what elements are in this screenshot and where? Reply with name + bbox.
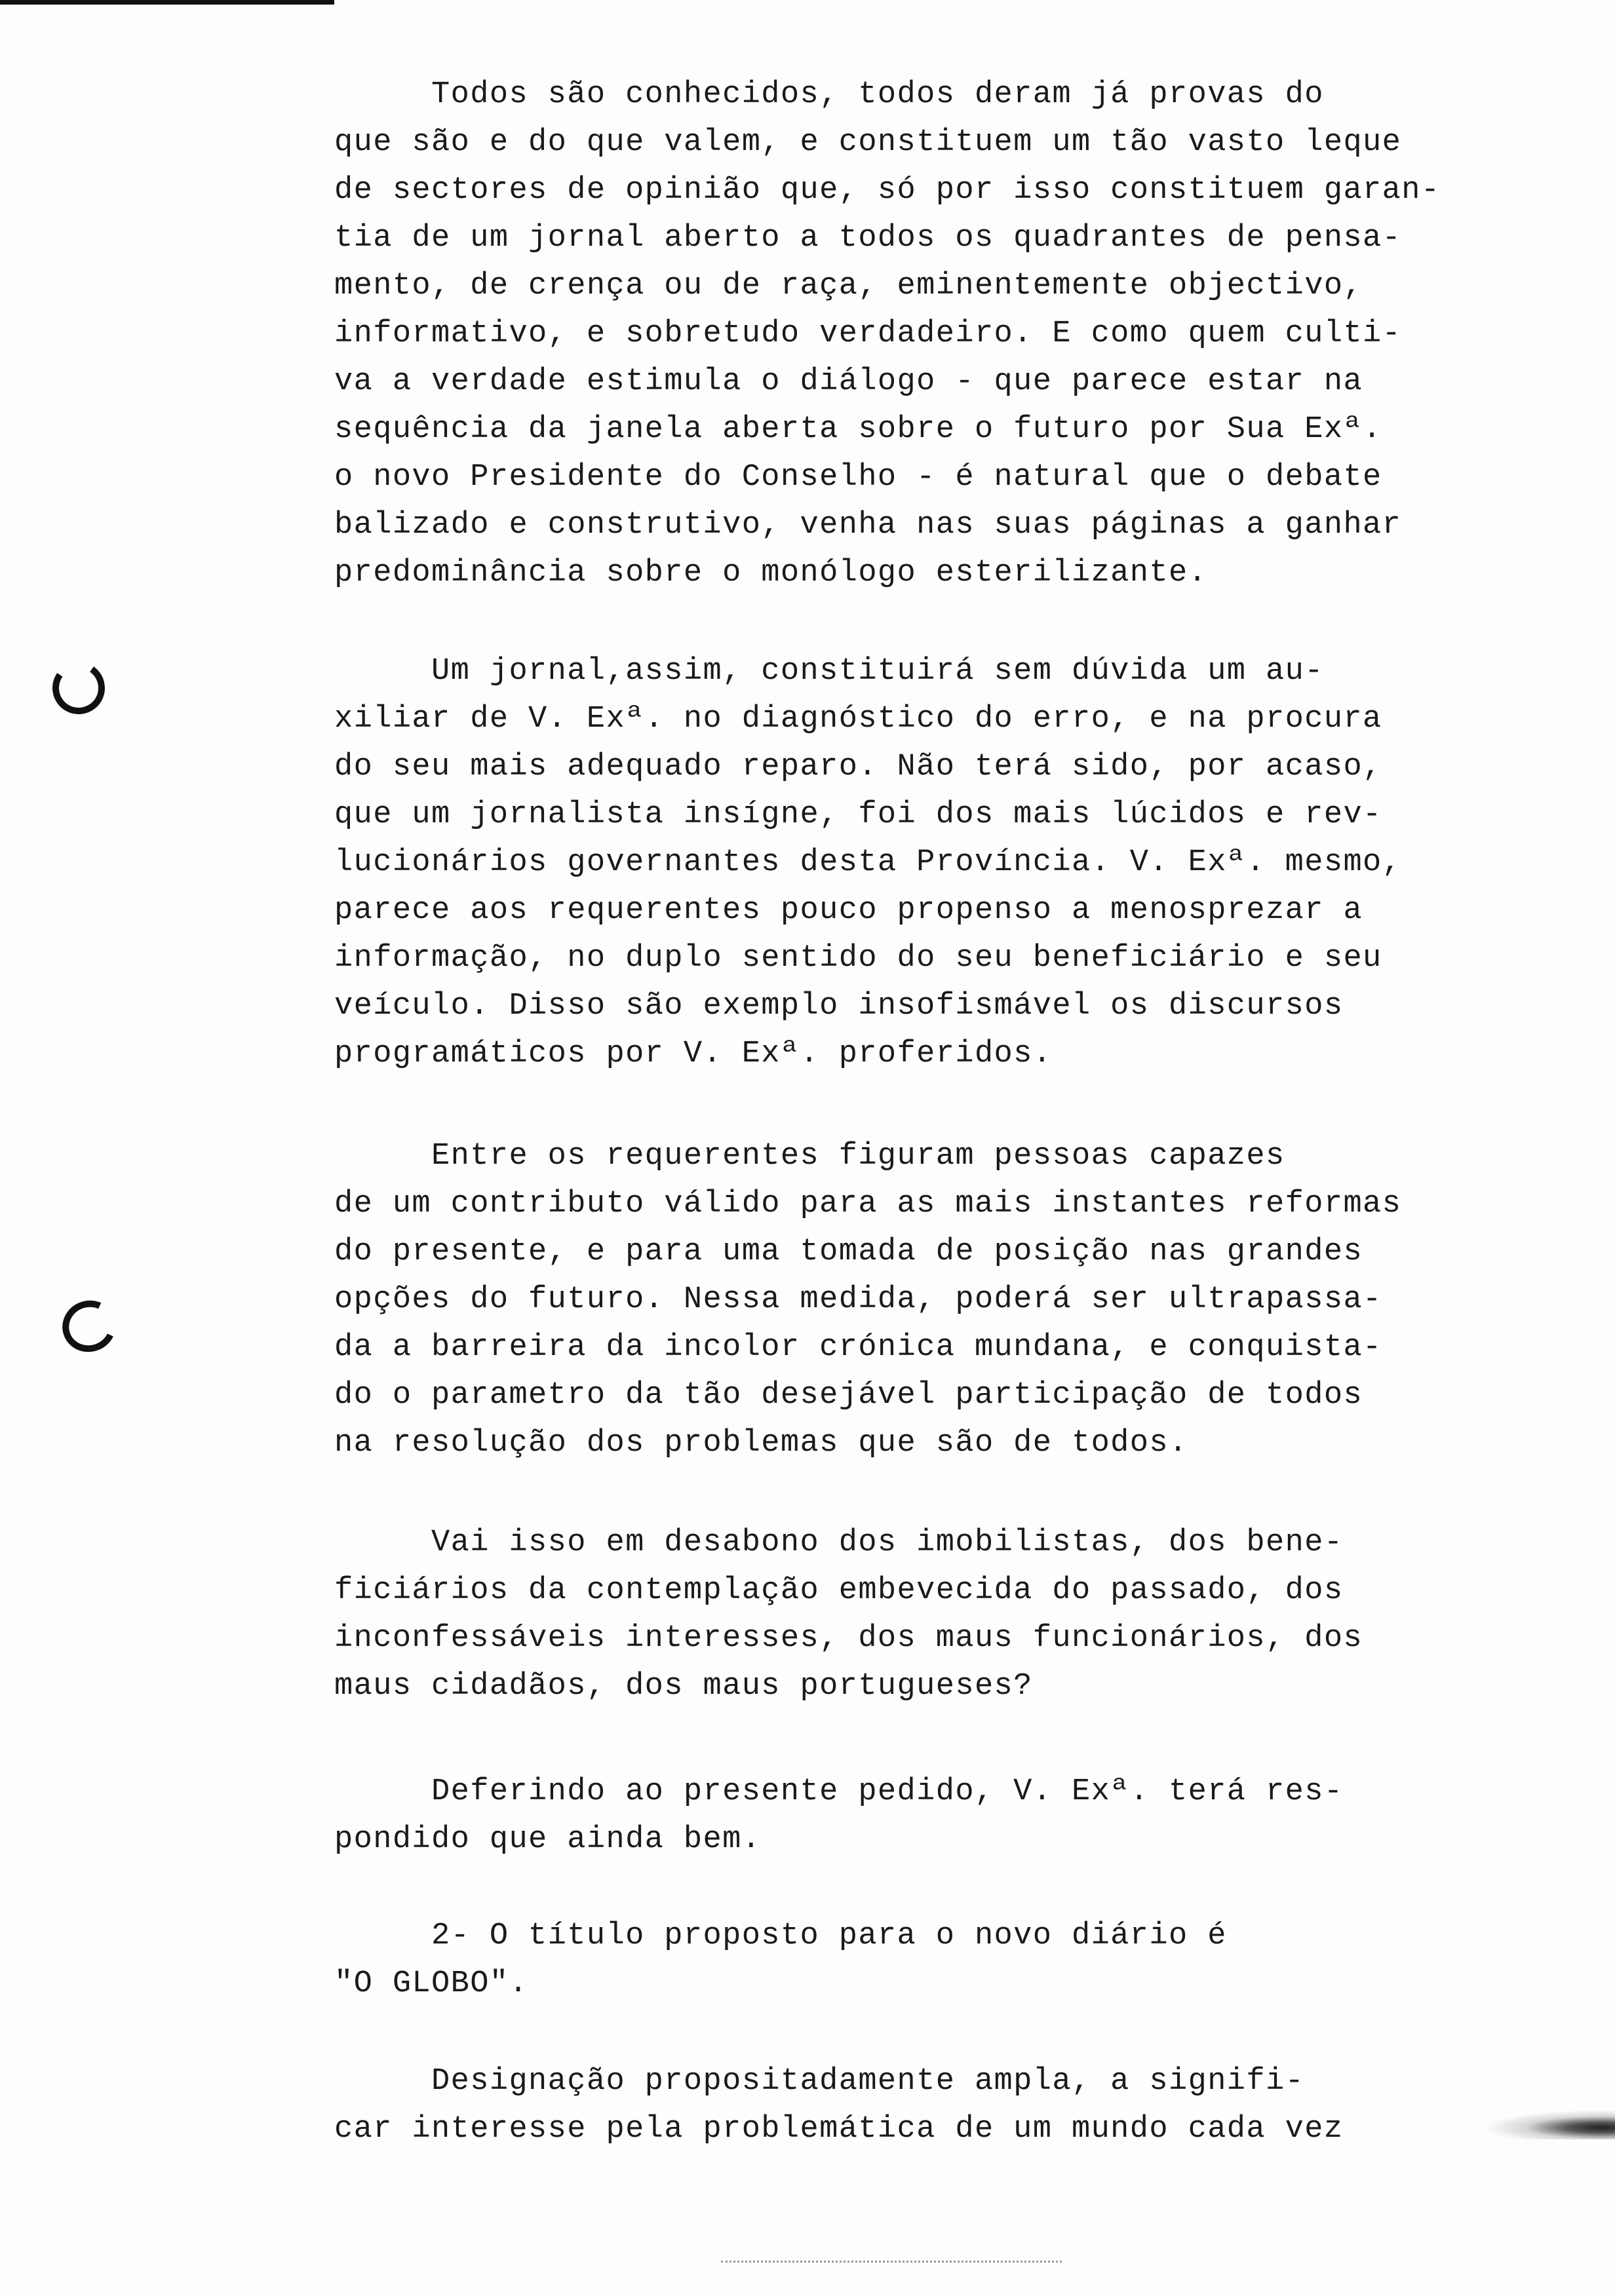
text-line: mento, de crença ou de raça, eminentemente objectivo, (334, 269, 1363, 303)
text-line: o novo Presidente do Conselho - é natural que o debate (334, 460, 1382, 495)
text-line: Um jornal,assim, constituirá sem dúvida um au- (334, 654, 1324, 689)
text-line: inconfessáveis interesses, dos maus funcionários, dos (334, 1621, 1363, 1656)
text-line: informativo, e sobretudo verdadeiro. E como quem culti- (334, 316, 1402, 351)
text-line: Vai isso em desabono dos imobilistas, dos bene- (334, 1525, 1344, 1560)
text-line: Todos são conhecidos, todos deram já provas do (334, 77, 1324, 112)
text-line: da a barreira da incolor crónica mundana, e conquista- (334, 1330, 1382, 1365)
text-line: lucionários governantes desta Província. V. Exª. mesmo, (334, 845, 1402, 880)
punch-hole-mark (49, 658, 109, 719)
text-line: va a verdade estimula o diálogo - que parece estar na (334, 364, 1363, 399)
text-line: tia de um jornal aberto a todos os quadrantes de pensa- (334, 221, 1402, 256)
text-line: na resolução dos problemas que são de todos. (334, 1426, 1188, 1461)
text-line: informação, no duplo sentido do seu beneficiário e seu (334, 941, 1382, 976)
text-line: car interesse pela problemática de um mundo cada vez (334, 2112, 1344, 2147)
text-line: de sectores de opinião que, só por isso constituem garan- (334, 173, 1441, 208)
text-line: ficiários da contemplação embevecida do passado, dos (334, 1573, 1344, 1608)
text-line: maus cidadãos, dos maus portugueses? (334, 1669, 1033, 1704)
text-line: sequência da janela aberta sobre o futuro por Sua Exª. (334, 412, 1382, 447)
cut-off-line-mark (721, 2261, 1062, 2269)
paragraph (334, 1519, 1488, 1710)
top-edge-mark (0, 0, 334, 5)
text-line: veículo. Disso são exemplo insofismável os discursos (334, 989, 1344, 1024)
text-line: pondido que ainda bem. (334, 1822, 762, 1857)
text-line: que um jornalista insígne, foi dos mais lúcidos e rev- (334, 797, 1382, 832)
punch-hole-mark (55, 1293, 123, 1359)
text-line: balizado e construtivo, venha nas suas páginas a ganhar (334, 508, 1402, 543)
scan-artifact (1484, 2110, 1615, 2139)
text-line: do presente, e para uma tomada de posição nas grandes (334, 1234, 1363, 1269)
text-line: Designação propositadamente ampla, a signifi- (334, 2064, 1305, 2099)
paragraph (334, 1768, 1488, 1864)
text-line: xiliar de V. Exª. no diagnóstico do erro, e na procura (334, 702, 1382, 737)
text-line: predominância sobre o monólogo esterilizante. (334, 556, 1208, 590)
text-line: "O GLOBO". (334, 1966, 529, 2001)
text-line: Deferindo ao presente pedido, V. Exª. terá res- (334, 1774, 1344, 1809)
text-line: programáticos por V. Exª. proferidos. (334, 1037, 1053, 1071)
paragraph (334, 1912, 1488, 2008)
paragraph (334, 71, 1488, 597)
text-line: 2- O título proposto para o novo diário é (334, 1919, 1227, 1953)
text-line: de um contributo válido para as mais instantes reformas (334, 1187, 1402, 1221)
text-line: opções do futuro. Nessa medida, poderá ser ultrapassa- (334, 1282, 1382, 1317)
text-line: do seu mais adequado reparo. Não terá sido, por acaso, (334, 750, 1382, 784)
text-line: Entre os requerentes figuram pessoas capazes (334, 1139, 1285, 1174)
paragraph (334, 2057, 1488, 2153)
paragraph (334, 1132, 1488, 1467)
text-line: que são e do que valem, e constituem um tão vasto leque (334, 125, 1402, 160)
text-line: do o parametro da tão desejável participação de todos (334, 1378, 1363, 1413)
paragraph (334, 647, 1488, 1078)
text-line: parece aos requerentes pouco propenso a menosprezar a (334, 893, 1363, 928)
